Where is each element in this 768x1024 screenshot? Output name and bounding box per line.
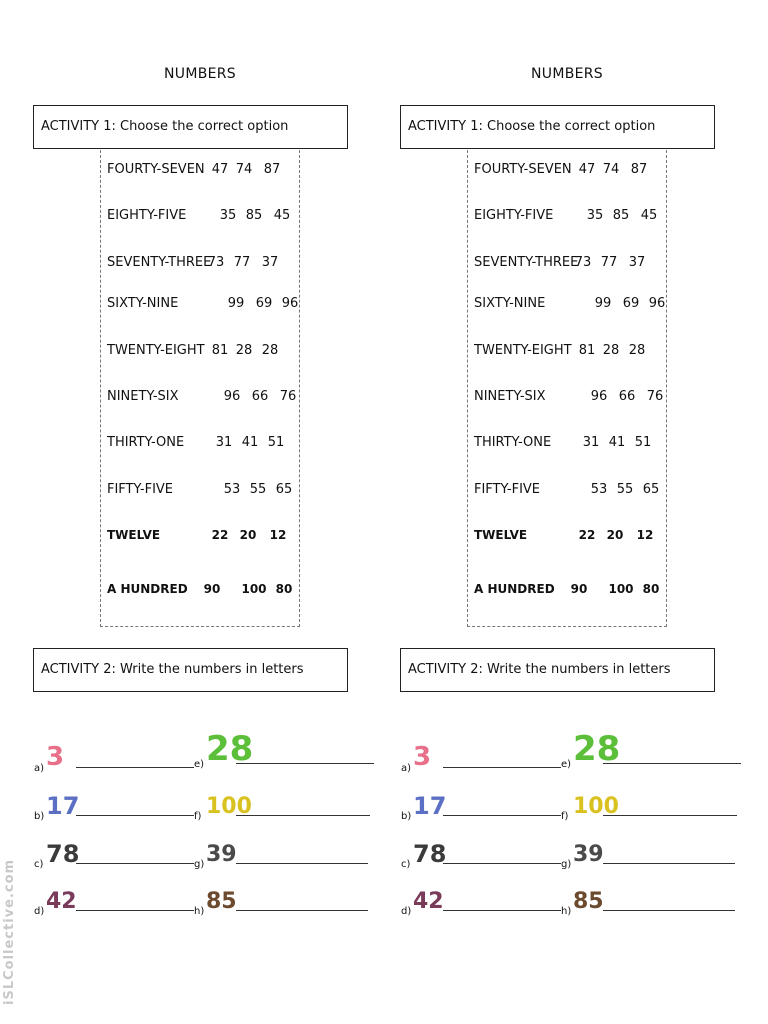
number-option[interactable]: 100 [608,582,634,596]
number-word: THIRTY-ONE [107,435,185,450]
number-option[interactable]: 96 [648,296,666,311]
answer-line[interactable] [236,863,368,864]
number-option[interactable]: 28 [602,343,620,358]
number-option[interactable]: 47 [211,162,229,177]
number-picture: 28 [573,729,621,769]
number-word: A HUNDRED [474,582,555,596]
number-word: THIRTY-ONE [474,435,552,450]
number-option[interactable]: 35 [219,208,237,223]
exercise-label: g) [561,859,572,870]
number-option[interactable]: 65 [642,482,660,497]
number-option[interactable]: 90 [203,582,221,596]
activity-2-heading: ACTIVITY 2: Write the numbers in letters [33,648,348,692]
number-option[interactable]: 37 [628,255,646,270]
activity-2-heading: ACTIVITY 2: Write the numbers in letters [400,648,715,692]
number-option[interactable]: 31 [215,435,233,450]
number-option[interactable]: 90 [570,582,588,596]
number-picture: 17 [413,792,447,820]
answer-line[interactable] [603,863,735,864]
number-picture: 39 [206,842,237,867]
number-option[interactable]: 77 [233,255,251,270]
number-option[interactable]: 41 [241,435,259,450]
answer-line[interactable] [76,863,194,864]
number-picture: 100 [573,794,619,819]
answer-line[interactable] [603,815,737,816]
number-picture: 17 [46,792,80,820]
number-option[interactable]: 41 [608,435,626,450]
number-option[interactable]: 85 [612,208,630,223]
number-picture: 78 [413,840,447,868]
number-option[interactable]: 69 [622,296,640,311]
exercise-label: h) [561,906,572,917]
answer-line[interactable] [443,863,561,864]
exercise-label: f) [561,811,569,822]
number-option[interactable]: 77 [600,255,618,270]
activity-1-heading: ACTIVITY 1: Choose the correct option [33,105,348,149]
number-option[interactable]: 66 [251,389,269,404]
number-option[interactable]: 81 [211,343,229,358]
number-option[interactable]: 80 [642,582,660,596]
number-option[interactable]: 31 [582,435,600,450]
number-option[interactable]: 76 [279,389,297,404]
exercise-item [34,830,194,870]
number-word: FOURTY-SEVEN [107,162,205,177]
exercise-item [561,830,735,870]
exercise-item [401,877,561,917]
number-option[interactable]: 28 [261,343,279,358]
exercise-label: f) [194,811,202,822]
number-word: NINETY-SIX [107,389,179,404]
number-option[interactable]: 69 [255,296,273,311]
answer-line[interactable] [236,815,370,816]
number-option[interactable]: 73 [207,255,225,270]
exercise-label: d) [401,906,412,917]
number-option[interactable]: 51 [634,435,652,450]
exercise-label: g) [194,859,205,870]
number-picture: 28 [206,729,254,769]
answer-line[interactable] [76,815,194,816]
number-word: EIGHTY-FIVE [107,208,187,223]
number-option[interactable]: 20 [606,528,624,542]
exercise-label: h) [194,906,205,917]
number-option[interactable]: 28 [628,343,646,358]
number-option[interactable]: 22 [211,528,229,542]
exercise-label: b) [34,811,45,822]
number-picture: 42 [46,889,77,914]
number-option[interactable]: 12 [636,528,654,542]
worksheet-title: NUMBERS [164,66,236,82]
exercise-item [401,734,561,774]
number-word: FOURTY-SEVEN [474,162,572,177]
number-word: TWELVE [107,528,161,542]
answer-line[interactable] [76,767,194,768]
number-word: SIXTY-NINE [474,296,546,311]
number-option[interactable]: 45 [640,208,658,223]
number-word: TWENTY-EIGHT [474,343,572,358]
number-picture: 42 [413,889,444,914]
number-option[interactable]: 53 [223,482,241,497]
worksheet-title: NUMBERS [531,66,603,82]
number-option[interactable]: 53 [590,482,608,497]
exercise-label: a) [34,763,45,774]
exercise-item [401,782,561,822]
number-option[interactable]: 12 [269,528,287,542]
answer-line[interactable] [76,910,194,911]
number-picture: 85 [573,889,604,914]
number-option[interactable]: 87 [630,162,648,177]
exercise-item [561,782,737,822]
answer-line[interactable] [236,763,374,764]
answer-line[interactable] [443,910,561,911]
number-word: TWELVE [474,528,528,542]
exercise-item [34,877,194,917]
exercise-label: e) [561,759,572,770]
number-picture: 3 [46,742,65,772]
exercise-item [34,734,194,774]
number-option[interactable]: 85 [245,208,263,223]
number-option[interactable]: 66 [618,389,636,404]
number-option[interactable]: 96 [223,389,241,404]
number-option[interactable]: 37 [261,255,279,270]
exercise-label: a) [401,763,412,774]
number-option[interactable]: 87 [263,162,281,177]
exercise-item [34,782,194,822]
number-picture: 78 [46,840,80,868]
number-option[interactable]: 99 [227,296,245,311]
answer-line[interactable] [603,763,741,764]
exercise-label: d) [34,906,45,917]
number-option[interactable]: 81 [578,343,596,358]
exercise-item [194,730,374,770]
number-option[interactable]: 65 [275,482,293,497]
number-option[interactable]: 74 [235,162,253,177]
number-option[interactable]: 99 [594,296,612,311]
exercise-label: c) [34,859,44,870]
number-option[interactable]: 45 [273,208,291,223]
answer-line[interactable] [443,767,561,768]
exercise-label: c) [401,859,411,870]
exercise-item [401,830,561,870]
number-word: FIFTY-FIVE [107,482,174,497]
choice-box [100,150,300,627]
number-option[interactable]: 74 [602,162,620,177]
number-picture: 100 [206,794,252,819]
number-option[interactable]: 55 [249,482,267,497]
exercise-label: b) [401,811,412,822]
number-picture: 3 [413,742,432,772]
number-picture: 85 [206,889,237,914]
number-option[interactable]: 100 [241,582,267,596]
number-option[interactable]: 51 [267,435,285,450]
exercise-item [194,877,368,917]
number-option[interactable]: 76 [646,389,664,404]
number-word: SEVENTY-THREE [474,255,579,270]
number-word: NINETY-SIX [474,389,546,404]
exercise-label: e) [194,759,205,770]
activity-1-heading: ACTIVITY 1: Choose the correct option [400,105,715,149]
number-option[interactable]: 35 [586,208,604,223]
answer-line[interactable] [236,910,368,911]
number-option[interactable]: 96 [590,389,608,404]
number-option[interactable]: 47 [578,162,596,177]
number-option[interactable]: 80 [275,582,293,596]
number-option[interactable]: 28 [235,343,253,358]
exercise-item [561,730,741,770]
number-option[interactable]: 96 [281,296,299,311]
number-option[interactable]: 22 [578,528,596,542]
number-option[interactable]: 55 [616,482,634,497]
number-word: SEVENTY-THREE [107,255,212,270]
number-word: A HUNDRED [107,582,188,596]
worksheet-right [367,0,751,1024]
exercise-item [194,830,368,870]
number-word: SIXTY-NINE [107,296,179,311]
number-picture: 39 [573,842,604,867]
choice-box [467,150,667,627]
number-option[interactable]: 20 [239,528,257,542]
number-word: FIFTY-FIVE [474,482,541,497]
answer-line[interactable] [603,910,735,911]
number-word: EIGHTY-FIVE [474,208,554,223]
watermark: iSLCollective.com [2,858,17,1005]
answer-line[interactable] [443,815,561,816]
number-option[interactable]: 73 [574,255,592,270]
exercise-item [194,782,370,822]
exercise-item [561,877,735,917]
number-word: TWENTY-EIGHT [107,343,205,358]
